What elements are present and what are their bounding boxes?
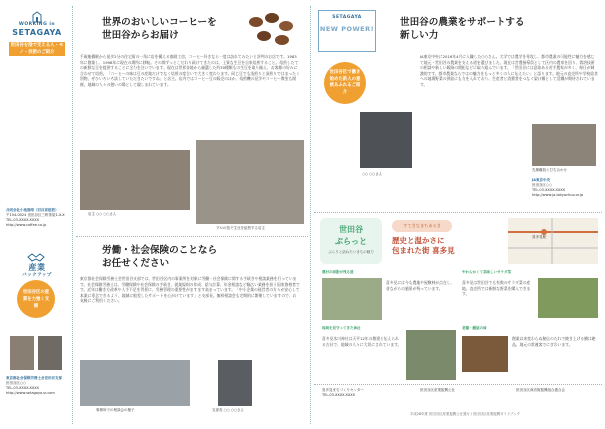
footer-left bbox=[322, 388, 412, 398]
office-url[interactable]: http://www.setagaya.sr.com bbox=[6, 391, 55, 395]
spot4-body: 創業以来変わらぬ秘伝のたれで焼き上げる鰻は絶品。地元の常連客でにぎわいます。 bbox=[512, 336, 596, 347]
ja-url[interactable]: http://www.ja-tokyochuo.or.jp bbox=[532, 193, 584, 197]
puratto-logo bbox=[320, 218, 382, 264]
agri-person-caption: ○○ ○○さん bbox=[362, 172, 383, 176]
right-divider bbox=[314, 212, 602, 213]
biz-tag-circle: 世田谷区の産業を力強く支援 bbox=[17, 280, 55, 318]
spot1-title: 農村の面影が残る道 bbox=[322, 270, 354, 274]
footer-left-line1: 喜多見まちづくりセンター bbox=[322, 388, 364, 392]
labor-title-line1: 労働・社会保険のことなら bbox=[102, 245, 218, 256]
setagaya-title: SETAGAYA bbox=[12, 28, 62, 37]
coffee-title-line2: 世田谷からお届け bbox=[102, 30, 179, 41]
labor-photo2-caption: 支部長 ○○ ○○さん bbox=[212, 408, 244, 412]
spot4-title: 老舗・鰻屋の味 bbox=[462, 326, 487, 330]
coffee-address: 〒154-0024 世田谷区三軒茶屋1-X-X bbox=[6, 213, 65, 217]
footer-left-line2: TEL.03-XXXX-XXXX bbox=[322, 393, 356, 397]
spot3-title: 地域を見守ってきた神社 bbox=[322, 326, 361, 330]
labor-title-line2: お任せください bbox=[102, 258, 170, 269]
working-tag: 世田谷を陰で支える人・モノ・技術のご紹介 bbox=[10, 43, 64, 55]
coffee-company-info bbox=[6, 208, 68, 228]
agri-photo-caption: 先輩職員と打ち合わせ bbox=[532, 168, 567, 172]
coffee-photo-roaster bbox=[196, 140, 304, 224]
labor-photo-meeting bbox=[80, 360, 190, 406]
office-subtitle: 世田谷区○○ bbox=[6, 381, 27, 385]
new-power-label: NEW POWER! bbox=[319, 25, 375, 33]
office-photo-right bbox=[38, 336, 62, 370]
coffee-photo1-caption: 店主 ○○ ○○さん bbox=[88, 212, 117, 216]
walk-title-line2: 包まれた街 喜多見 bbox=[392, 246, 455, 255]
agri-body: JA東京中央に2016年4月に入職した○○さん。大学では農学を専攻し、都市農業の可能性に魅力を感じて地元・世田谷の農業を支える道を選びました。現在は営農指導員として区内の農家を回り、栽培技術の相談や新しい販路の開拓などに取り組んでいます。「世田谷には意欲ある若手農家が多く、毎日が刺激的です。都市農業ならではの魅力をもっと多くの人に伝えたい」と語ります。地元の直売所や学校給食への地場野菜の供給にも力を入れており、生産者と消費者をつなぐ架け橋として活躍が期待されています。 bbox=[420, 54, 598, 87]
publisher-line: 平成28年度 世田谷区産業振興公社発行 / 世田谷区産業振興ガイドブック bbox=[410, 412, 520, 416]
footer-right: 世田谷区商店街振興組合連合会 bbox=[516, 388, 565, 392]
ja-info bbox=[532, 178, 598, 198]
spot2-title: やわらかくて美味しいサラダ菜 bbox=[462, 270, 511, 274]
coffee-tel: TEL.03-XXXX-XXXX bbox=[6, 218, 40, 222]
coffee-body: 千歳船橋駅から徒歩2分の住宅街の一角に店を構える珈琲工房。コーヒー好きなら一度は訪れてみたいと評判のお店です。1983年に創業し、1998年に現在の場所に移転。その間ずっとこだわり続けてきたのは、上質な生豆を自家焙煎すること。焙煎したての新鮮な豆を提供することに全力を注いでいます。現在は世界各地から厳選した約30種類もの生豆を取り揃え、お客様の好みに合わせて焙煎。「コーヒーの味は豆の産地だけでなく焙煎の度合いで大きく変わります。同じ豆でも浅煎りと深煎りではまったく別物。ぜひいろいろ試していただきたいですね」と店主。店内ではコーヒー豆の販売のほか、焙煎機の見学やコーヒー教室も開催。地域の人々の憩いの場として親しまれています。 bbox=[80, 54, 300, 87]
footer-divider bbox=[314, 384, 602, 385]
office-info bbox=[6, 376, 68, 396]
walk-map bbox=[508, 218, 598, 264]
office-photo-left bbox=[10, 336, 34, 370]
walk-title-line1: 歴史と温かさに bbox=[392, 236, 445, 245]
spot2-photo bbox=[538, 278, 598, 318]
handshake-icon bbox=[27, 248, 45, 260]
building-icon bbox=[31, 8, 43, 20]
new-power-circle: 世田谷区で働き始めた新人の意欲あふれるご紹介 bbox=[324, 62, 366, 104]
coffee-photo-owner bbox=[80, 150, 190, 210]
coffee-company-name: 合同会社小池珈琲（旧自家焙煎） bbox=[6, 208, 59, 212]
labor-body: 東京都社会保険労務士会世田谷支部では、世田谷区内の事業所を対象に労働・社会保険に関する手続きや相談業務を行っています。社会保険労務士は、労働保険や社会保険の手続き、就業規則の作成、給与計算、年金相談など幅広い業務を担う国家資格者です。近年は働き方改革や人手不足を背景に、労務管理の重要性がますます高まっています。「中小企業の経営者の方々が安心して本業に専念できるよう、地域に根差したサポートを心がけています」と支部長。無料相談会も定期的に開催していますので、お気軽にご利用ください。 bbox=[80, 276, 300, 304]
coffee-title bbox=[102, 16, 242, 42]
labor-title bbox=[102, 244, 292, 270]
puratto-logo-sub: ぶらりと訪ねたいまちの魅力 bbox=[328, 250, 374, 254]
agri-person-photo bbox=[360, 112, 412, 168]
labor-photo-director bbox=[218, 360, 252, 406]
puratto-logo-line1: 世田谷 bbox=[339, 225, 363, 234]
agri-title-line1: 世田谷の農業をサポートする bbox=[400, 17, 525, 28]
spot4-photo bbox=[462, 336, 508, 372]
office-name: 東京都社会保険労務士会世田谷支部 bbox=[6, 376, 62, 380]
spot3-body: 喜多見氷川神社は天平12年の創建と伝えられる古社で、地域の人々に大切にされています。 bbox=[322, 336, 402, 347]
agri-title-line2: 新しい力 bbox=[400, 30, 439, 41]
new-power-badge bbox=[318, 10, 376, 52]
walk-title bbox=[392, 236, 502, 256]
ja-name: JA東京中央 bbox=[532, 178, 551, 182]
agri-side-photo bbox=[532, 124, 596, 166]
spot3-photo bbox=[406, 330, 456, 380]
spot1-body: 喜多見には今も農地や屋敷林が点在し、昔ながらの風景が残っています。 bbox=[386, 280, 455, 291]
map-station-label: 喜多見駅 bbox=[532, 235, 547, 239]
biz-subtitle: バックアップ bbox=[22, 273, 52, 278]
middle-divider bbox=[76, 236, 308, 237]
labor-photo1-caption: 事務所での相談会の様子 bbox=[96, 408, 135, 412]
working-in-caption: WORKING in bbox=[18, 22, 56, 27]
left-divider bbox=[72, 6, 73, 424]
walk-balloon: すてきなまちあるき bbox=[392, 220, 452, 232]
spot1-photo bbox=[322, 278, 382, 320]
new-power-setagaya: SETAGAYA bbox=[332, 15, 362, 20]
center-divider bbox=[310, 6, 311, 424]
coffee-beans-image bbox=[244, 10, 298, 50]
ja-tel: TEL.03-XXXX-XXXX bbox=[532, 188, 566, 192]
footer-mid: 世田谷区産業振興公社 bbox=[420, 388, 455, 392]
biz-title: 産業 bbox=[28, 263, 46, 272]
coffee-url[interactable]: http://www.coffee.co.jp bbox=[6, 223, 47, 227]
office-tel: TEL.03-XXXX-XXXX bbox=[6, 386, 40, 390]
spot2-body: 喜多見は世田谷でも有数のサラダ菜の産地。直売所では新鮮な野菜を購入できます。 bbox=[462, 280, 531, 297]
agri-title bbox=[400, 16, 590, 42]
puratto-logo-line2: ぷらっと bbox=[335, 237, 367, 246]
coffee-photo2-caption: プロの技で生豆を焙煎する店主 bbox=[216, 226, 265, 230]
ja-address: 世田谷区○○ bbox=[532, 183, 553, 187]
coffee-title-line1: 世界のおいしいコーヒーを bbox=[102, 17, 217, 28]
